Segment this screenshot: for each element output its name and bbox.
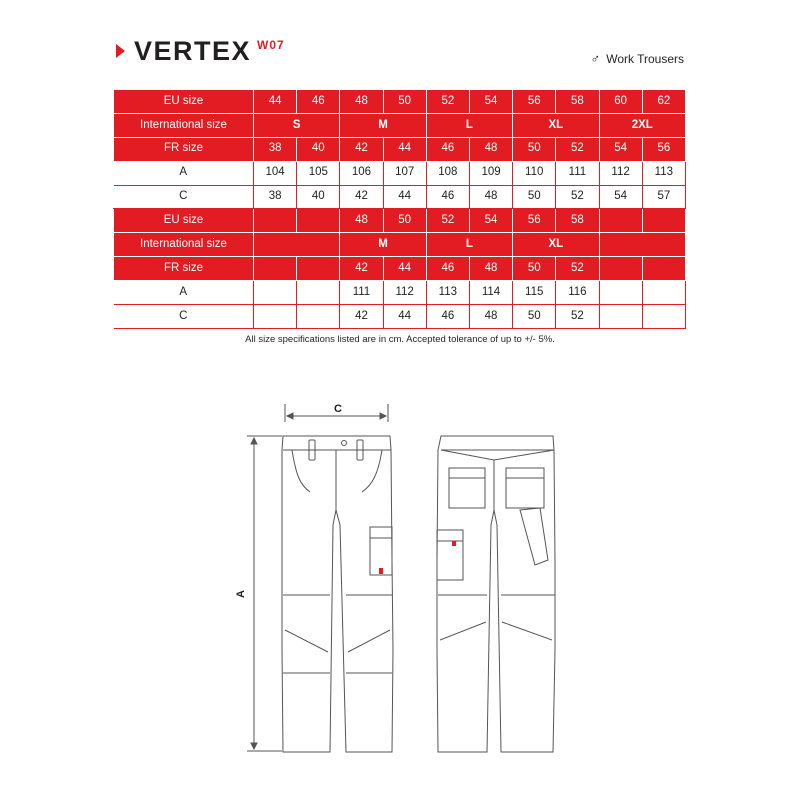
table-cell: 46	[426, 185, 469, 209]
table-cell	[599, 257, 642, 281]
table-cell	[254, 209, 297, 233]
table-row	[114, 113, 686, 137]
row-label: International size	[114, 233, 254, 257]
table-cell: 52	[556, 185, 599, 209]
table-cell: 40	[297, 185, 340, 209]
table-cell: 46	[297, 90, 340, 114]
table-cell: 105	[297, 161, 340, 185]
table-cell: 48	[469, 257, 512, 281]
table-cell: 44	[383, 305, 426, 329]
table-cell: 58	[556, 209, 599, 233]
back-view	[437, 436, 555, 752]
table-cell: S	[254, 113, 340, 137]
table-cell	[254, 233, 340, 257]
model-code: W07	[257, 38, 285, 52]
row-label: C	[114, 185, 254, 209]
table-cell: 42	[340, 185, 383, 209]
table-cell: 113	[642, 161, 685, 185]
table-cell	[254, 281, 297, 305]
row-label: International size	[114, 113, 254, 137]
table-cell: 44	[383, 185, 426, 209]
table-cell: 40	[297, 137, 340, 161]
table-row	[114, 90, 686, 114]
table-cell: 2XL	[599, 113, 686, 137]
table-cell: 54	[469, 209, 512, 233]
table-cell	[297, 281, 340, 305]
brand-tag-icon	[379, 568, 383, 574]
table-cell: 54	[599, 137, 642, 161]
table-cell: 42	[340, 305, 383, 329]
table-cell: 48	[340, 209, 383, 233]
table-cell: 44	[383, 257, 426, 281]
table-row	[114, 185, 686, 209]
size-table	[113, 89, 686, 329]
product-type-label: Work Trousers	[606, 51, 684, 66]
table-cell	[254, 257, 297, 281]
table-cell: 113	[426, 281, 469, 305]
table-cell: 38	[254, 185, 297, 209]
table-cell: 57	[642, 185, 685, 209]
table-cell	[642, 209, 685, 233]
table-cell: 107	[383, 161, 426, 185]
table-cell: 109	[469, 161, 512, 185]
table-cell: 50	[383, 90, 426, 114]
table-cell: 111	[340, 281, 383, 305]
table-cell: 112	[599, 161, 642, 185]
table-cell: M	[340, 113, 426, 137]
dimension-a-label: A	[235, 590, 247, 598]
table-cell: 48	[469, 305, 512, 329]
table-row	[114, 281, 686, 305]
row-label: C	[114, 305, 254, 329]
male-icon: ♂	[590, 51, 601, 66]
table-cell: L	[426, 233, 512, 257]
table-cell: 52	[556, 137, 599, 161]
table-cell	[599, 209, 642, 233]
table-cell: L	[426, 113, 512, 137]
table-cell: 62	[642, 90, 685, 114]
table-cell	[297, 209, 340, 233]
table-row	[114, 161, 686, 185]
row-label: EU size	[114, 90, 254, 114]
table-cell	[642, 281, 685, 305]
table-cell: 50	[383, 209, 426, 233]
table-cell: 112	[383, 281, 426, 305]
row-label: A	[114, 161, 254, 185]
table-cell: 48	[469, 137, 512, 161]
table-row	[114, 137, 686, 161]
table-cell: 116	[556, 281, 599, 305]
row-label: FR size	[114, 137, 254, 161]
product-type	[590, 51, 684, 66]
table-cell: 48	[469, 185, 512, 209]
table-cell: 54	[599, 185, 642, 209]
brand-tag-back-icon	[452, 541, 456, 546]
table-cell: 115	[513, 281, 556, 305]
table-cell: 38	[254, 137, 297, 161]
front-view	[282, 436, 393, 752]
brand-name: VERTEX	[134, 36, 252, 66]
table-cell: 114	[469, 281, 512, 305]
dimension-c-label: C	[334, 403, 342, 415]
dimension-a	[247, 436, 282, 751]
table-row	[114, 233, 686, 257]
table-cell: 52	[556, 257, 599, 281]
table-cell: 50	[513, 185, 556, 209]
table-cell	[297, 305, 340, 329]
table-row	[114, 257, 686, 281]
table-cell: 58	[556, 90, 599, 114]
trousers-technical-drawing	[0, 390, 800, 790]
row-label: EU size	[114, 209, 254, 233]
table-cell: 56	[642, 137, 685, 161]
table-cell: 46	[426, 257, 469, 281]
table-cell	[642, 257, 685, 281]
table-cell	[642, 305, 685, 329]
table-cell: 104	[254, 161, 297, 185]
tolerance-note: All size specifications listed are in cm. Accepted tolerance of up to +/- 5%.	[245, 334, 555, 345]
table-cell: 50	[513, 257, 556, 281]
table-cell: XL	[513, 113, 599, 137]
table-cell: 60	[599, 90, 642, 114]
table-cell: 52	[426, 209, 469, 233]
table-cell: 48	[340, 90, 383, 114]
table-cell: 44	[383, 137, 426, 161]
table-cell: 56	[513, 90, 556, 114]
brand-arrow-icon	[116, 44, 125, 58]
table-cell	[599, 281, 642, 305]
table-cell: 42	[340, 257, 383, 281]
table-row	[114, 305, 686, 329]
table-cell: XL	[513, 233, 599, 257]
table-cell: 44	[254, 90, 297, 114]
table-row	[114, 209, 686, 233]
table-cell	[297, 257, 340, 281]
table-cell: 52	[426, 90, 469, 114]
row-label: FR size	[114, 257, 254, 281]
table-cell: 42	[340, 137, 383, 161]
table-cell: 50	[513, 305, 556, 329]
table-cell: 56	[513, 209, 556, 233]
table-cell	[254, 305, 297, 329]
brand-header	[116, 34, 285, 68]
table-cell: 46	[426, 305, 469, 329]
table-cell: 111	[556, 161, 599, 185]
table-cell: 52	[556, 305, 599, 329]
table-cell: 54	[469, 90, 512, 114]
table-cell: 50	[513, 137, 556, 161]
table-cell: 46	[426, 137, 469, 161]
table-cell	[599, 233, 686, 257]
table-cell: 106	[340, 161, 383, 185]
row-label: A	[114, 281, 254, 305]
table-cell	[599, 305, 642, 329]
table-cell: 110	[513, 161, 556, 185]
table-cell: 108	[426, 161, 469, 185]
table-cell: M	[340, 233, 426, 257]
